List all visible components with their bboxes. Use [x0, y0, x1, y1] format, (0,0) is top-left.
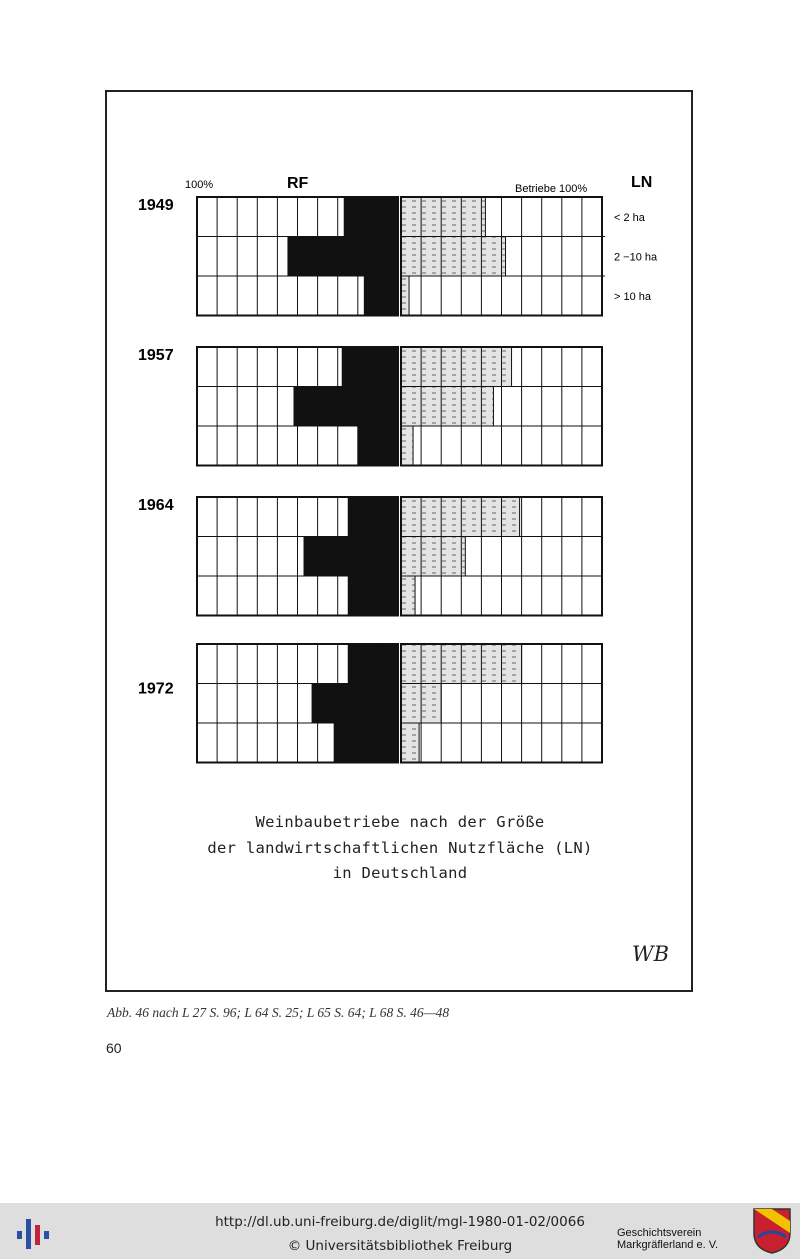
year-group-1949 [138, 197, 605, 316]
size-class-labels [614, 212, 658, 303]
ln-scale-label: Betriebe 100% [515, 183, 588, 195]
year-group-1972 [138, 644, 602, 763]
size-class-label: < 2 ha [614, 211, 645, 224]
signature: WB [632, 942, 670, 966]
year-label: 1949 [138, 197, 174, 214]
footer-org-line-2: Markgräflerland e. V. [617, 1239, 719, 1251]
footer-organization [617, 1227, 747, 1251]
coat-of-arms-icon [752, 1207, 792, 1255]
ln-bar [401, 197, 485, 237]
caption-line-3: in Deutschland [332, 864, 468, 882]
ln-bar [401, 347, 512, 387]
footer-copyright: © Universitätsbibliothek Freiburg [287, 1238, 513, 1254]
library-logo-icon [14, 1211, 54, 1253]
ln-panel-label: LN [631, 174, 653, 191]
ln-bar [401, 237, 506, 277]
caption-line-2: der landwirtschaftlichen Nutzfläche (LN) [207, 839, 593, 857]
size-class-label: 2 −10 ha [614, 251, 658, 264]
chart-groups [138, 197, 605, 763]
source-note: Abb. 46 nach L 27 S. 96; L 64 S. 25; L 65 S. 64; L 68 S. 46—48 [107, 1005, 450, 1020]
ln-bar [401, 276, 409, 316]
rf-bar [342, 347, 398, 387]
ln-bar [401, 576, 415, 616]
rf-bar [334, 723, 398, 763]
rf-bar [348, 644, 398, 684]
ln-bar [401, 426, 413, 466]
year-label: 1972 [138, 680, 174, 698]
rf-scale-label: 100% [185, 179, 214, 191]
caption-line-1: Weinbaubetriebe nach der Größe [255, 813, 545, 831]
rf-bar [344, 197, 398, 237]
ln-bar [401, 387, 493, 427]
rf-bar [348, 497, 398, 537]
rf-bar [287, 237, 398, 277]
year-group-1964 [138, 497, 602, 616]
year-group-1957 [138, 347, 602, 466]
footer-url[interactable]: http://dl.ub.uni-freiburg.de/diglit/mgl-1980-01-02/0066 [215, 1214, 585, 1230]
ln-bar [401, 723, 419, 763]
rf-panel-label: RF [287, 175, 309, 192]
ln-bar [401, 537, 465, 577]
rf-bar [293, 387, 398, 427]
page-number: 60 [106, 1040, 122, 1056]
rf-bar [348, 576, 398, 616]
year-label: 1964 [138, 497, 174, 514]
rf-bar [312, 684, 398, 724]
year-label: 1957 [138, 347, 174, 364]
footer-org-line-1: Geschichtsverein [617, 1227, 702, 1239]
size-class-label: > 10 ha [614, 290, 652, 303]
rf-bar [364, 276, 398, 316]
